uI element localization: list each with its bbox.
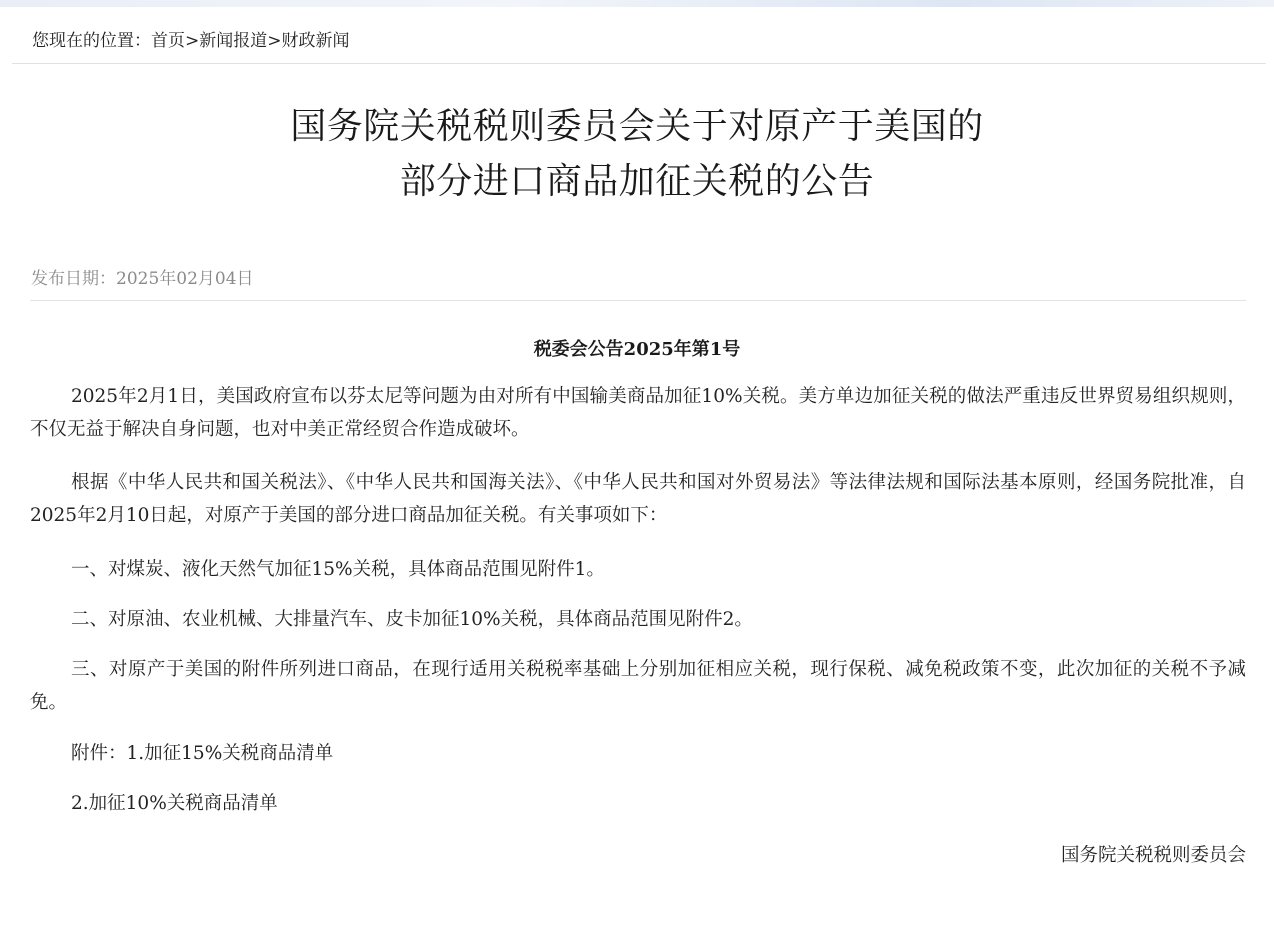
attachment-row-2 (71, 787, 278, 820)
page-title-line-2: 部分进口商品加征关税的公告 (399, 161, 875, 202)
paragraph-item-2: 二、对原油、农业机械、大排量汽车、皮卡加征10%关税，具体商品范围见附件2。 (71, 609, 753, 630)
breadcrumb-divider (12, 63, 1266, 64)
attachments (71, 737, 333, 770)
top-banner-strip (0, 0, 1274, 7)
breadcrumb-prefix: 您现在的位置： (32, 31, 151, 51)
publish-date (31, 264, 254, 289)
breadcrumb-separator: > (267, 31, 282, 51)
paragraph-background: 2025年2月1日，美国政府宣布以芬太尼等问题为由对所有中国输美商品加征10%关税。美方单边加征关税的做法严重违反世界贸易组织规则，不仅无益于解决自身问题，也对中美正常经贸合作造成破坏。 (30, 386, 1246, 440)
paragraph-legal-basis: 根据《中华人民共和国关税法》、《中华人民共和国海关法》、《中华人民共和国对外贸易法》等法律法规和国际法基本原则，经国务院批准，自2025年2月10日起，对原产于美国的部分进口商品加征关税。有关事项如下： (30, 472, 1246, 526)
breadcrumb-finance-news-link[interactable]: 财政新闻 (281, 31, 350, 51)
attachment-link-2[interactable]: 2.加征10%关税商品清单 (71, 793, 278, 814)
paragraph-item-1: 一、对煤炭、液化天然气加征15%关税，具体商品范围见附件1。 (71, 559, 605, 580)
attachment-link-1[interactable]: 1.加征15%关税商品清单 (126, 743, 334, 764)
breadcrumb-home-link[interactable]: 首页 (151, 31, 185, 51)
attachments-label: 附件： (71, 743, 127, 764)
breadcrumb-separator: > (185, 31, 200, 51)
breadcrumb (32, 26, 350, 51)
issuer-signature: 国务院关税税则委员会 (1060, 845, 1246, 866)
page-title-line-1: 国务院关税税则委员会关于对原产于美国的 (290, 106, 984, 147)
paragraph-item-3: 三、对原产于美国的附件所列进口商品，在现行适用关税税率基础上分别加征相应关税，现行保税、减免税政策不变，此次加征的关税不予减免。 (30, 659, 1246, 713)
publish-date-value: 2025年02月04日 (116, 269, 254, 289)
page-title (0, 99, 1274, 209)
publish-date-label: 发布日期： (31, 269, 116, 289)
date-divider (30, 300, 1246, 301)
breadcrumb-news-link[interactable]: 新闻报道 (199, 31, 268, 51)
document-number: 税委会公告2025年第1号 (533, 339, 741, 360)
